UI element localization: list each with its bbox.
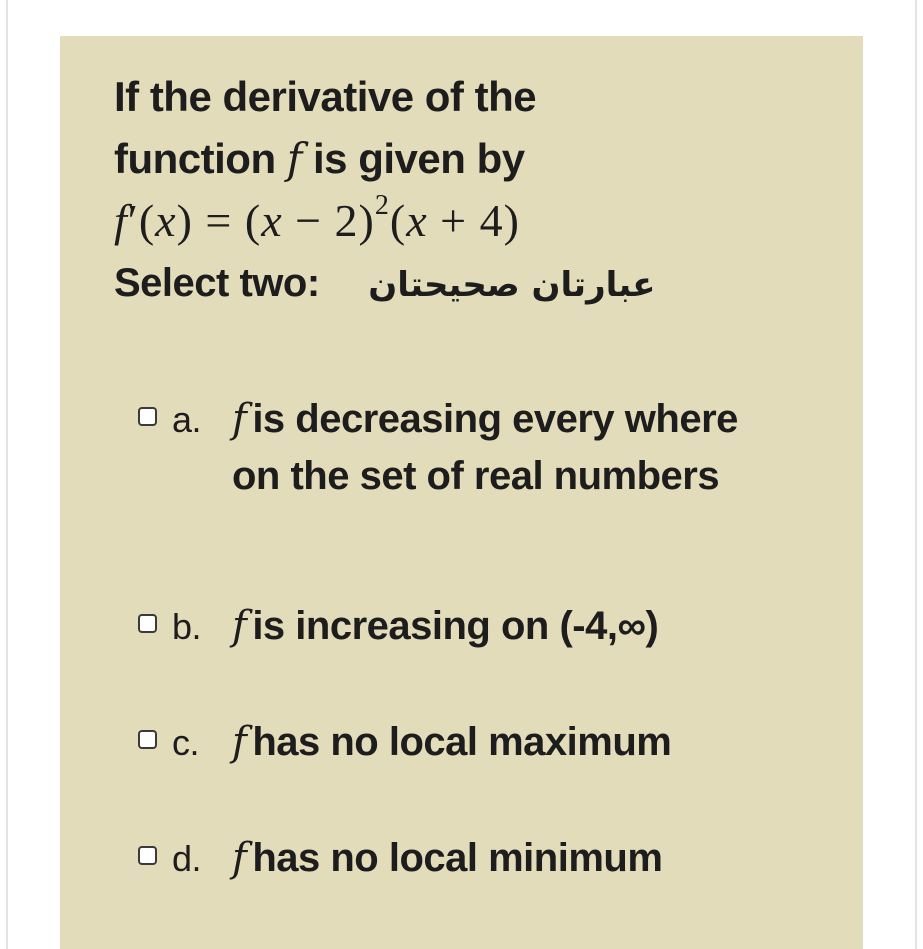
option-b-var: f: [232, 603, 247, 649]
formula-f: f: [114, 195, 128, 246]
select-label-arabic: عبارتان صحيحتان: [368, 265, 656, 305]
option-b-label[interactable]: [232, 598, 752, 655]
question-card: [60, 36, 863, 949]
formula-eq: ) = (: [176, 195, 262, 246]
option-c-letter: c.: [172, 722, 200, 763]
formula-open: (: [389, 195, 407, 246]
option-b-checkbox[interactable]: [138, 614, 157, 633]
formula-x2: x: [261, 195, 283, 246]
left-frame-border: [6, 0, 8, 949]
option-b-letter: b.: [172, 606, 202, 647]
option-c-label[interactable]: [232, 714, 752, 771]
option-d-letter: d.: [172, 838, 202, 879]
formula-prime: ′(: [127, 195, 156, 246]
option-a-letter: a.: [172, 399, 202, 440]
option-a-checkbox[interactable]: [138, 407, 157, 426]
question-line-2-suffix: is given by: [313, 135, 525, 182]
function-variable: f: [286, 134, 302, 183]
formula-x3: x: [406, 195, 428, 246]
option-c-var: f: [232, 719, 247, 765]
derivative-formula: [114, 190, 834, 252]
formula-minus: − 2): [282, 195, 375, 246]
option-a-label[interactable]: [232, 391, 752, 505]
select-instruction: [114, 252, 834, 316]
formula-plus: + 4): [427, 195, 520, 246]
option-a-text: is decreasing every where on the set of real numbers: [232, 397, 738, 498]
option-d-checkbox[interactable]: [138, 846, 157, 865]
question-line-2-prefix: function: [114, 135, 276, 182]
right-frame-border: [915, 0, 917, 949]
formula-x1: x: [155, 195, 177, 246]
option-d-text: has no local minimum: [252, 836, 663, 880]
option-d-var: f: [232, 835, 247, 881]
formula-exponent: 2: [374, 190, 390, 221]
option-a-var: f: [232, 396, 247, 442]
option-c-checkbox[interactable]: [138, 730, 157, 749]
select-label: Select two:: [114, 261, 320, 305]
option-d-label[interactable]: [232, 830, 752, 887]
option-c-text: has no local maximum: [252, 720, 672, 764]
question-text: [114, 66, 834, 316]
option-b-text: is increasing on (-4,∞): [252, 604, 659, 648]
question-line-2: [114, 128, 834, 190]
question-line-1: If the derivative of the: [114, 73, 537, 120]
